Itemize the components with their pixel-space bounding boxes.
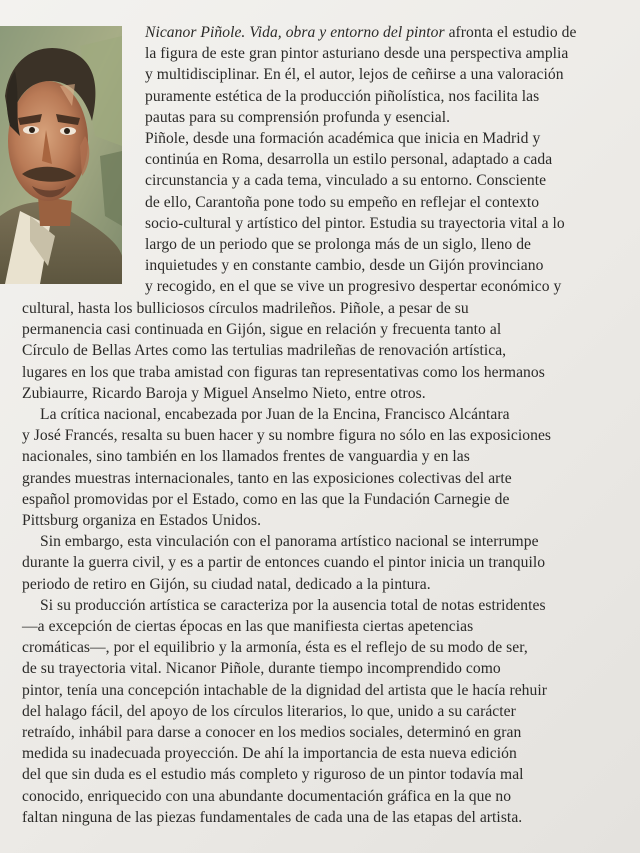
text-line: Piñole, desde una formación académica que inicia en Madrid y [145,130,541,148]
text-line: la figura de este gran pintor asturiano desde una perspectiva amplia [145,45,569,63]
text-line: grandes muestras internacionales, tanto en las exposiciones colectivas del arte [22,469,512,487]
text-run: afronta el estudio de [444,24,577,41]
text-line: faltan ninguna de las piezas fundamentales de cada una de las etapas del artista. [22,808,523,826]
text-line: circunstancia y a cada tema, vinculado a su entorno. Consciente [145,172,547,190]
text-line: Zubiaurre, Ricardo Baroja y Miguel Anselmo Nieto, entre otros. [22,384,426,402]
portrait-image [0,26,122,284]
main-text-column [22,298,622,828]
text-line: inquietudes y en constante cambio, desde un Gijón provinciano [145,257,544,275]
text-line: de ello, Carantoña pone todo su empeño en reflejar el contexto [145,193,540,211]
text-line [145,22,605,43]
text-line: puramente estética de la producción piñolística, nos facilita las [145,87,540,105]
text-line: periodo de retiro en Gijón, su ciudad natal, dedicado a la pintura. [22,575,431,593]
text-line: lugares en los que traba amistad con figuras tan representativas como los hermanos [22,363,545,381]
text-line: permanencia casi continuada en Gijón, sigue en relación y frecuenta tanto al [22,321,502,339]
intro-text-column [145,22,605,298]
text-line: Círculo de Bellas Artes como las tertulias madrileñas de renovación artística, [22,342,507,360]
text-line: pautas para su comprensión profunda y esencial. [145,108,451,126]
text-line: y José Francés, resalta su buen hacer y su nombre figura no sólo en las exposiciones [22,427,552,445]
text-line: retraído, inhábil para darse a conocer en los medios sociales, determinó en gran [22,724,522,742]
text-line: pintor, tenía una concepción intachable de la dignidad del artista que le hacía rehuir [22,681,547,699]
book-title-italic: Nicanor Piñole. Vida, obra y entorno del pintor [145,24,445,41]
text-line: Pittsburg organiza en Estados Unidos. [22,512,262,530]
text-line: medida su inadecuada proyección. De ahí la importancia de esta nueva edición [22,745,517,763]
text-line: español promovidas por el Estado, como en las que la Fundación Carnegie de [22,490,510,508]
text-line: Sin embargo, esta vinculación con el panorama artístico nacional se interrumpe [40,533,539,551]
text-line: —a excepción de ciertas épocas en las que manifiesta ciertas apetencias [22,618,474,636]
text-line: Si su producción artística se caracteriza por la ausencia total de notas estridentes [40,596,546,614]
text-line: cromáticas—, por el equilibrio y la armonía, ésta es el reflejo de su modo de ser, [22,639,528,657]
text-line: nacionales, sino también en los llamados frentes de vanguardia y en las [22,448,470,466]
text-line: del que sin duda es el estudio más completo y riguroso de un pintor todavía mal [22,766,524,784]
text-line: largo de un periodo que se prolonga más de un siglo, lleno de [145,236,532,254]
text-line: del halago fácil, del apoyo de los círculos literarios, lo que, unido a su carácter [22,702,516,720]
portrait-painting [0,26,122,284]
text-line: conocido, enriquecido con una abundante documentación gráfica en la que no [22,787,512,805]
text-line: cultural, hasta los bulliciosos círculos madrileños. Piñole, a pesar de su [22,300,469,317]
text-line: y multidisciplinar. En él, el autor, lejos de ceñirse a una valoración [145,66,564,84]
text-line: durante la guerra civil, y es a partir de entonces cuando el pintor inicia un tranquilo [22,554,546,572]
text-line: de su trayectoria vital. Nicanor Piñole, durante tiempo incomprendido como [22,660,501,678]
text-line: y recogido, en el que se vive un progresivo despertar económico y [145,278,562,296]
text-line: socio-cultural y artístico del pintor. Estudia su trayectoria vital a lo [145,214,565,232]
text-line: continúa en Roma, desarrolla un estilo personal, adaptado a cada [145,151,553,169]
text-line: La crítica nacional, encabezada por Juan de la Encina, Francisco Alcántara [40,406,510,424]
